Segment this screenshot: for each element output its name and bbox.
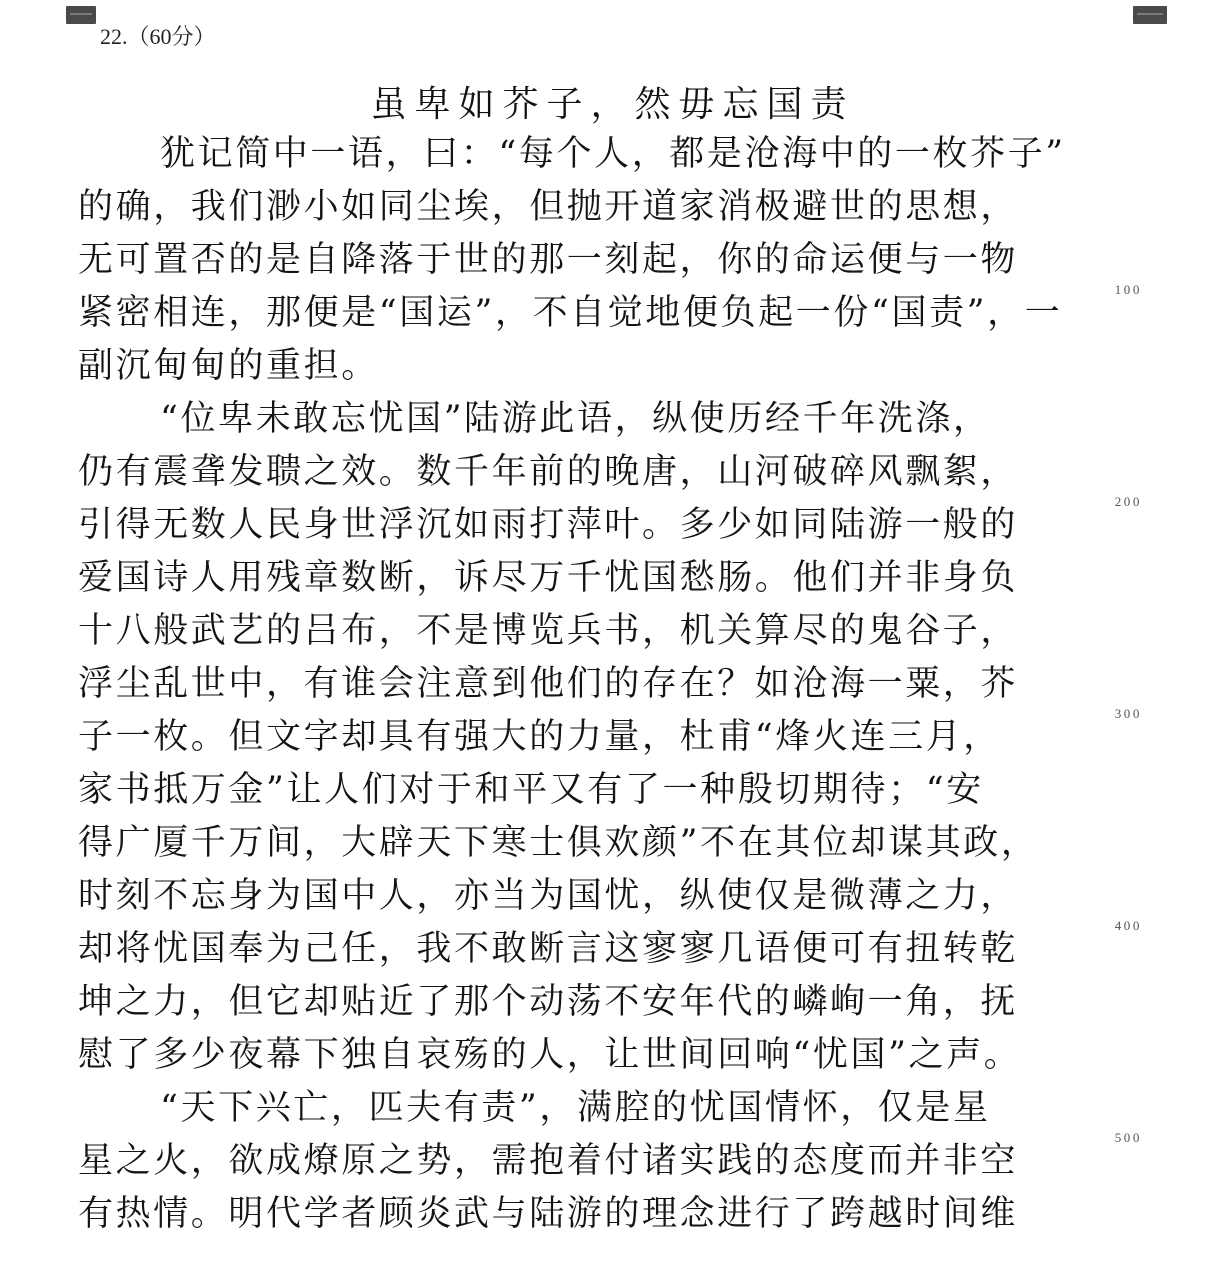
word-count-marker: 500 — [1114, 1130, 1142, 1145]
essay-line-text: 坤之力，但它却贴近了那个动荡不安年代的嶙峋一角，抚 — [78, 982, 1019, 1022]
essay-line — [78, 1029, 1158, 1082]
essay-body — [78, 128, 1158, 1241]
essay-line — [78, 976, 1158, 1029]
essay-line-text: “天下兴亡，匹夫有责”，满腔的忧国情怀，仅是星 — [160, 1088, 991, 1128]
word-count-marker: 400 — [1114, 918, 1142, 933]
essay-line-text: 爱国诗人用残章数断，诉尽万千忧国愁肠。他们并非身负 — [78, 558, 1019, 598]
essay-line — [78, 282, 1158, 340]
essay-line — [78, 706, 1158, 764]
essay-line — [78, 1082, 1158, 1135]
essay-line-text: 慰了多少夜幕下独自哀殇的人，让世间回响“忧国”之声。 — [78, 1035, 1022, 1075]
essay-line — [78, 181, 1158, 234]
essay-line-text: 紧密相连，那便是“国运”，不自觉地便负起一份“国责”，一 — [78, 293, 1063, 333]
essay-line-text: 家书抵万金”让人们对于和平又有了一种殷切期待；“安 — [78, 770, 984, 810]
essay-line — [78, 552, 1158, 605]
essay-line — [78, 340, 1158, 393]
word-count-marker: 300 — [1114, 706, 1142, 721]
essay-line-text: 得广厦千万间，大辟天下寒士俱欢颜”不在其位却谋其政， — [78, 823, 1039, 863]
essay-line — [78, 918, 1158, 976]
scan-registration-mark-right — [1133, 6, 1167, 24]
essay-line-text: 仍有震聋发聩之效。数千年前的晚唐，山河破碎风飘絮， — [78, 452, 1019, 492]
essay-line-text: 有热情。明代学者顾炎武与陆游的理念进行了跨越时间维 — [78, 1194, 1019, 1234]
essay-line-text: 时刻不忘身为国中人，亦当为国忧，纵使仅是微薄之力， — [78, 876, 1019, 916]
essay-line — [78, 870, 1158, 923]
word-count-marker: 200 — [1114, 494, 1142, 509]
essay-line — [78, 658, 1158, 711]
essay-line — [78, 1130, 1158, 1188]
question-number: 22.（60分） — [100, 24, 216, 49]
essay-line — [78, 446, 1158, 499]
essay-line — [78, 393, 1158, 446]
essay-line — [78, 128, 1158, 181]
essay-line-text: 子一枚。但文字却具有强大的力量，杜甫“烽火连三月， — [78, 717, 1001, 757]
essay-line — [78, 764, 1158, 817]
essay-line-text: 的确，我们渺小如同尘埃，但抛开道家消极避世的思想， — [78, 187, 1019, 227]
essay-line — [78, 494, 1158, 552]
essay-title: 虽卑如芥子，然毋忘国责 — [370, 84, 855, 125]
essay-line — [78, 605, 1158, 658]
essay-line-text: 无可置否的是自降落于世的那一刻起，你的命运便与一物 — [78, 240, 1019, 280]
essay-line — [78, 1188, 1158, 1241]
essay-line-text: 浮尘乱世中，有谁会注意到他们的存在？如沧海一粟，芥 — [78, 664, 1019, 704]
essay-line-text: 副沉甸甸的重担。 — [78, 346, 379, 386]
essay-line-text: 引得无数人民身世浮沉如雨打萍叶。多少如同陆游一般的 — [78, 505, 1019, 545]
word-count-marker: 100 — [1114, 282, 1142, 297]
essay-line-text: 犹记简中一语，曰：“每个人，都是沧海中的一枚芥子” — [160, 134, 1066, 174]
essay-line-text: 星之火，欲成燎原之势，需抱着付诸实践的态度而并非空 — [78, 1141, 1019, 1181]
essay-line — [78, 817, 1158, 870]
essay-line-text: 十八般武艺的吕布，不是博览兵书，机关算尽的鬼谷子， — [78, 611, 1019, 651]
essay-line-text: 却将忧国奉为己任，我不敢断言这寥寥几语便可有扭转乾 — [78, 929, 1019, 969]
essay-line-text: “位卑未敢忘忧国”陆游此语，纵使历经千年洗涤， — [160, 399, 991, 439]
scan-registration-mark-left — [66, 6, 96, 24]
essay-line — [78, 234, 1158, 287]
